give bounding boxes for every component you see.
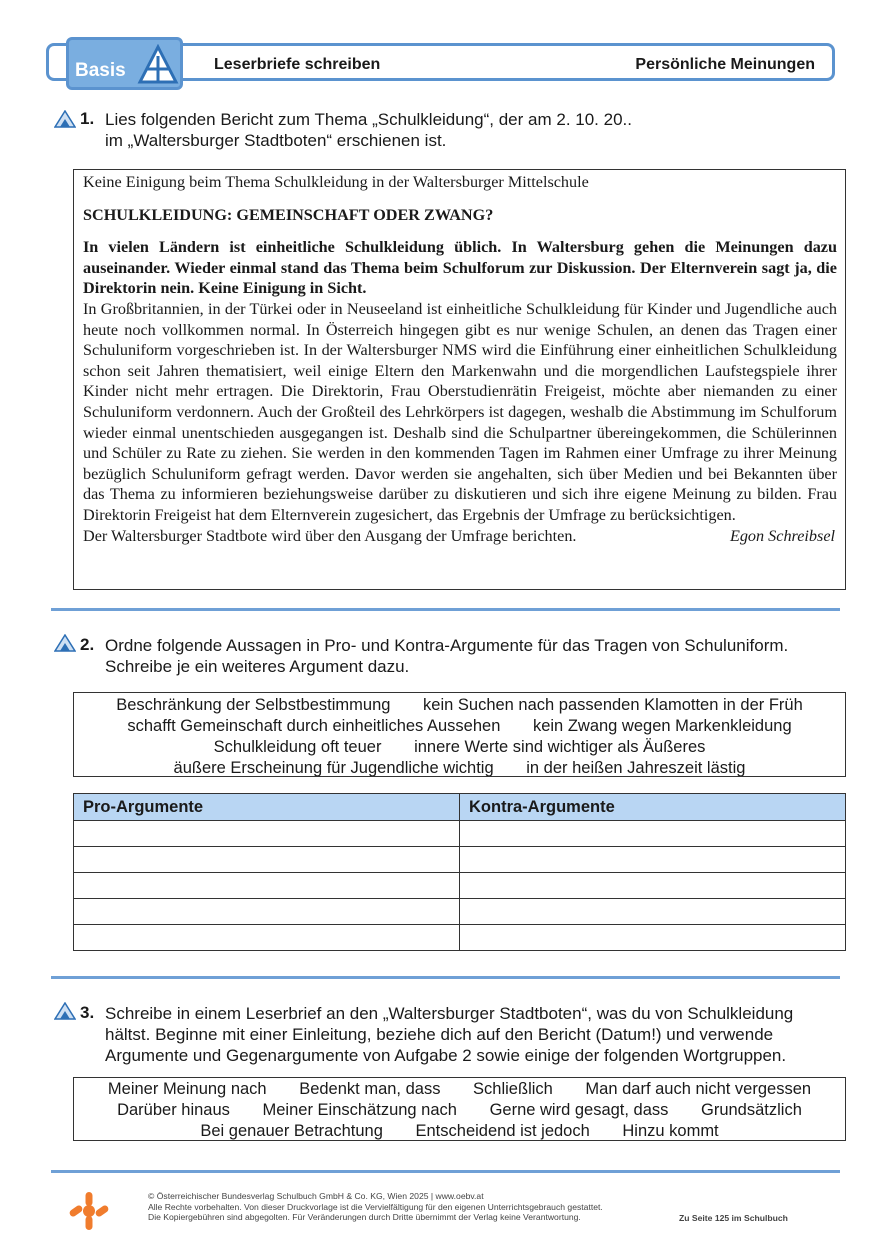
pro-cell[interactable] [74,899,460,925]
table-row [74,925,846,951]
statements-row [74,737,845,758]
article-kicker: Keine Einigung beim Thema Schulkleidung in der Waltersburger Mittelschule [83,173,589,191]
phrases-row [74,1079,845,1100]
statements-row [74,695,845,716]
statements-row [74,716,845,737]
publisher-logo-icon [68,1191,110,1231]
statement: Schulkleidung oft teuer [213,738,382,756]
phrase: Bei genauer Betrachtung [200,1122,383,1140]
phrase: Meiner Meinung nach [107,1080,267,1098]
pro-cell[interactable] [74,847,460,873]
article-closing-line [83,526,837,547]
argument-table [73,793,846,951]
table-row [74,821,846,847]
phrase: Hinzu kommt [622,1122,719,1140]
phrases-row [74,1100,845,1121]
phrase: Darüber hinaus [117,1101,230,1119]
footer-copyright [148,1191,603,1223]
task-3-number: 3. [80,1003,95,1022]
phrase: Grundsätzlich [701,1101,802,1119]
phrase: Bedenkt man, dass [299,1080,441,1098]
level-pyramid-icon [54,634,76,652]
contra-cell[interactable] [460,899,846,925]
task-2-instruction [105,635,788,677]
phrase: Man darf auch nicht vergessen [585,1080,812,1098]
phrase: Gerne wird gesagt, dass [489,1101,669,1119]
task-3-line-2: hältst. Beginne mit einer Einleitung, beziehe dich auf den Bericht (Datum!) und verwende [105,1025,774,1044]
statement: kein Suchen nach passenden Klamotten in der Früh [423,696,803,714]
task-3-instruction [105,1003,793,1066]
task-1-number: 1. [80,109,95,128]
article-closing: Der Waltersburger Stadtbote wird über den Ausgang der Umfrage berichten. [83,526,577,545]
phrase: Meiner Einschätzung nach [262,1101,457,1119]
contra-cell[interactable] [460,821,846,847]
statement: schafft Gemeinschaft durch einheitliches Aussehen [127,717,501,735]
contra-header: Kontra-Argumente [460,794,846,821]
statement: Beschränkung der Selbstbestimmung [116,696,391,714]
header-subtitle: Persönliche Meinungen [635,56,815,73]
section-divider [51,976,840,979]
statements-row [74,758,845,777]
basis-logo [66,37,183,90]
level-pyramid-icon [54,1002,76,1020]
footer-divider [51,1170,840,1173]
phrase: Schließlich [473,1080,553,1098]
header-title: Leserbriefe schreiben [214,56,381,73]
table-row [74,847,846,873]
section-divider [51,608,840,611]
pro-cell[interactable] [74,873,460,899]
task-2-line-2: Schreibe je ein weiteres Argument dazu. [105,657,410,676]
article-author: Egon Schreibsel [729,526,835,545]
pro-cell[interactable] [74,821,460,847]
footer-page-reference: Zu Seite 125 im Schulbuch [679,1213,788,1223]
contra-cell[interactable] [460,847,846,873]
contra-cell[interactable] [460,925,846,951]
footer-line-1: © Österreichischer Bundesverlag Schulbuch GmbH & Co. KG, Wien 2025 | www.oebv.at [148,1191,484,1201]
newspaper-article [73,169,846,590]
article-body: In Großbritannien, in der Türkei oder in Neuseeland ist einheitliche Schulkleidung für Kinder und Jugendliche auch heute noch vollkommen normal. In Österreich hingegen gibt es nur wenige Schulen, an denen das Tragen einer Schuluniform vorgeschrieben ist. In der Waltersburger NMS wird die Einführung einer einheitlichen Schulkleidung schon seit Jahren thematisiert, weil einige Eltern den Markenwahn und die morgendlichen Laufstegspiele ihrer Kinder nicht mehr ertragen. Die Direktorin, Frau Oberstudienrätin Freigeist, möchte aber niemanden zu einer Schuluniform verdonnern. Auch der Großteil des Lehrkörpers ist dagegen, weshalb die Abstimmung im Schulforum wieder einmal unentschieden ausgegangen ist. Deshalb sind die Schulpartner übereingekommen, die Schülerinnen und Schüler zu Rate zu ziehen. Sie werden in den kommenden Tagen im Rahmen einer Umfrage zu ihrer Meinung bezüglich Schuluniform gefragt werden. Davor werden sie angehalten, sich über Medien und bei Bekannten über das Thema zu informieren beziehungsweise darüber zu diskutieren und sich ihre eigene Meinung zu bilden. Frau Direktorin Freigeist hat dem Elternverein zugesichert, das Ergebnis der Umfrage zu berücksichtigen. [83,299,837,524]
statements-box [73,692,846,777]
pro-cell[interactable] [74,925,460,951]
task-3-line-3: Argumente und Gegenargumente von Aufgabe 2 sowie einige der folgenden Wortgruppen. [105,1046,787,1065]
task-1-instruction [105,109,632,151]
task-1-line-1: Lies folgenden Bericht zum Thema „Schulkleidung“, der am 2. 10. 20.. [105,110,632,129]
table-row [74,899,846,925]
task-2-line-1: Ordne folgende Aussagen in Pro- und Kontra-Argumente für das Tragen von Schuluniform. [105,636,789,655]
contra-cell[interactable] [460,873,846,899]
article-headline: SCHULKLEIDUNG: GEMEINSCHAFT ODER ZWANG? [83,205,494,224]
statement: kein Zwang wegen Markenkleidung [532,717,792,735]
pro-header: Pro-Argumente [74,794,460,821]
table-header-row [74,794,846,821]
footer-line-3: Die Kopiergebühren sind abgegolten. Für Veränderungen durch Dritte übernimmt der Verlag keine Verantwortung. [148,1212,581,1222]
phrases-row [74,1121,845,1141]
task-2-number: 2. [80,635,95,654]
task-1-line-2: im „Waltersburger Stadtboten“ erschienen ist. [105,131,447,150]
phrases-box [73,1077,846,1141]
level-pyramid-icon [54,110,76,128]
phrase: Entscheidend ist jedoch [415,1122,590,1140]
task-3-line-1: Schreibe in einem Leserbrief an den „Waltersburger Stadtboten“, was du von Schulkleidung [105,1004,794,1023]
pyramid-icon [137,44,179,86]
logo-label: Basis [75,60,126,81]
statement: äußere Erscheinung für Jugendliche wichtig [173,759,494,777]
statement: in der heißen Jahreszeit lästig [526,759,746,777]
article-lead: In vielen Ländern ist einheitliche Schulkleidung üblich. In Waltersburg gehen die Meinungen dazu auseinander. Wieder einmal stand das Thema beim Schulforum zur Diskussion. Der Elternverein sagt ja, die Direktorin nein. Keine Einigung in Sicht. [83,238,837,298]
footer-line-2: Alle Rechte vorbehalten. Von dieser Druckvorlage ist die Vervielfältigung für den eigenen Unterrichtsgebrauch gestattet. [148,1201,603,1212]
statement: innere Werte sind wichtiger als Äußeres [414,738,706,756]
table-row [74,873,846,899]
